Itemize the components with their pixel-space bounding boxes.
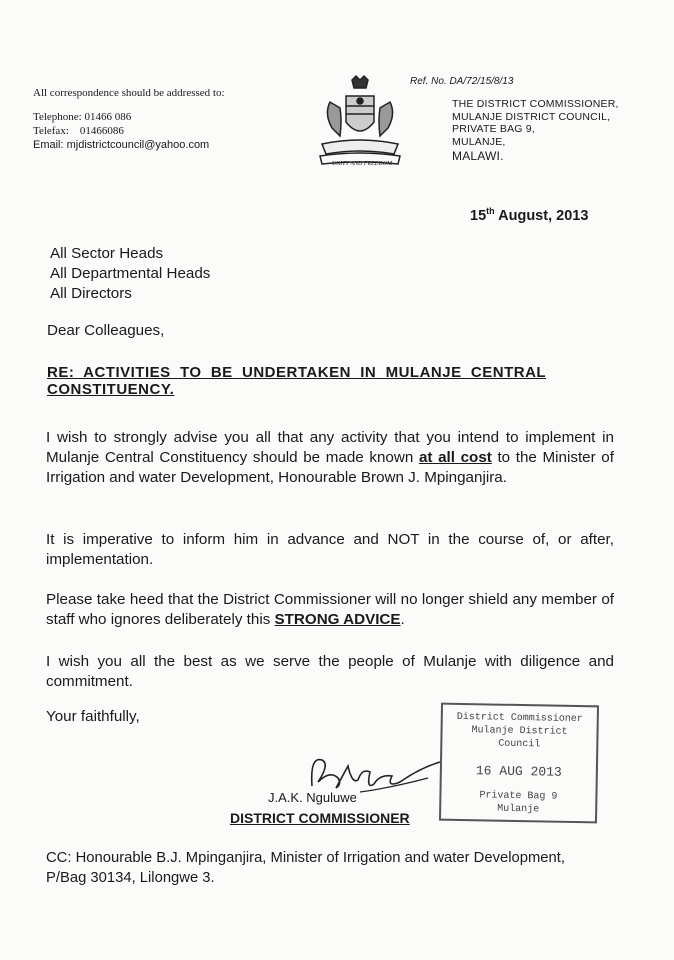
paragraph-text: . [400, 611, 405, 628]
cc-line: CC: Honourable B.J. Mpinganjira, Minister of Irrigation and water Development, P/Bag 30134, Lilongwe 3. [46, 850, 565, 886]
signatory-title: DISTRICT COMMISSIONER [230, 810, 410, 826]
paragraph-text: Please take heed that the District Commissioner will no longer shield any member of staff who ignores deliberately this [46, 591, 614, 628]
address-line: MULANJE, [452, 135, 506, 148]
paragraph-text: to the Minister of Irrigation and water Development, Honourable Brown J. Mpinganjira. [46, 449, 614, 486]
letterhead-address [452, 98, 619, 163]
address-line: PRIVATE BAG 9, [452, 123, 535, 135]
closing: Your faithfully, [46, 708, 140, 725]
paragraph-4: I wish you all the best as we serve the people of Mulanje with diligence and commitment. [46, 653, 614, 690]
paragraph-2: It is imperative to inform him in advance and NOT in the course of, or after, implementation. [46, 531, 614, 568]
emphasis-strong-advice: STRONG ADVICE [274, 611, 401, 628]
address-line: MALAWI. [452, 149, 504, 163]
email: Email: mjdistrictcouncil@yahoo.com [33, 139, 210, 151]
telephone: Telephone: 01466 086 [33, 111, 132, 123]
letterhead-contact [33, 86, 293, 152]
address-line: MULANJE DISTRICT COUNCIL, [452, 110, 611, 123]
date-rest: August, 2013 [494, 207, 589, 224]
emphasis-at-all-cost: at all cost [418, 449, 492, 466]
date-day: 15 [470, 207, 487, 224]
signatory-name: J.A.K. Nguluwe [268, 790, 357, 805]
paragraph-1 [46, 428, 614, 488]
recipient: All Directors [50, 285, 132, 302]
paragraph-text: I wish to strongly advise you all that any activity that you intend to implement in Mulanje Central Constituency should be made known [46, 429, 614, 466]
letter-date [470, 206, 588, 224]
correspondence-note: All correspondence should be addressed to: [33, 87, 225, 99]
address-line: THE DISTRICT COMMISSIONER, [452, 98, 619, 110]
stamp-date: 16 AUG 2013 [475, 763, 562, 780]
recipients [50, 244, 210, 304]
salutation: Dear Colleagues, [47, 322, 165, 339]
subject-line-1: RE: ACTIVITIES TO BE UNDERTAKEN IN MULANJE CENTRAL [47, 364, 547, 381]
subject-line-2: CONSTITUENCY. [47, 381, 175, 398]
official-stamp [439, 703, 599, 824]
recipient: All Sector Heads [50, 245, 164, 262]
paragraph-3 [46, 590, 614, 630]
telefax: Telefax: 01466086 [33, 125, 124, 137]
motto: UNITY AND FREEDOM [331, 161, 393, 167]
date-suffix: th [486, 206, 495, 216]
stamp-line: Mulanje [497, 803, 540, 816]
stamp-line: Mulanje District Council [471, 725, 568, 751]
reference-number: Ref. No. DA/72/15/8/13 [410, 76, 514, 87]
coat-of-arms-icon [312, 74, 408, 174]
stamp-line: District Commissioner [456, 711, 583, 726]
stamp-line: Private Bag 9 [479, 790, 558, 803]
subject-line [47, 364, 622, 398]
recipient: All Departmental Heads [50, 265, 211, 282]
